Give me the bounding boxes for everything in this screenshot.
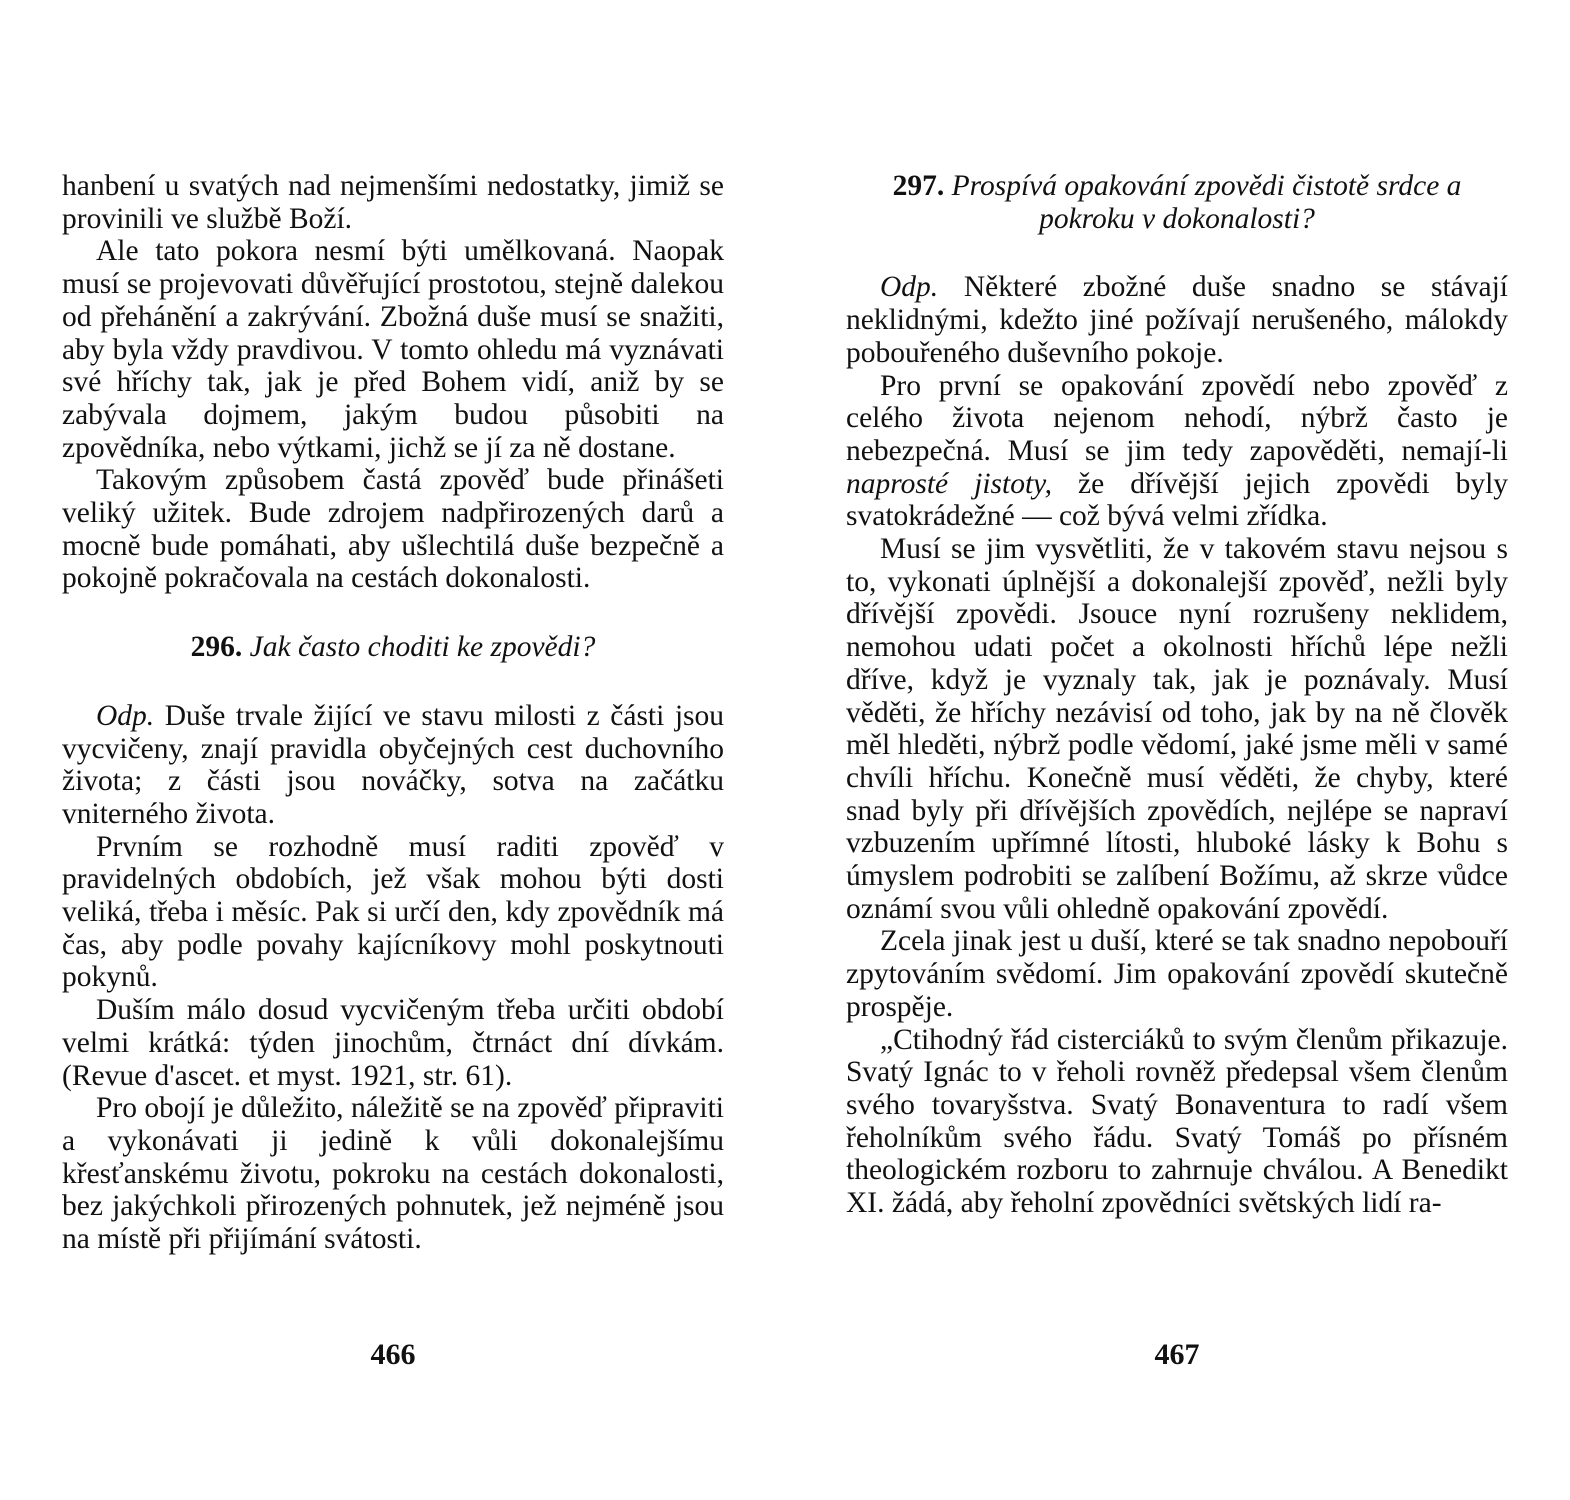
left-paragraph-7: Pro obojí je důležito, náležitě se na zpověď připraviti a vykonávati ji jedině k vůli dokonalejšímu křesťanskému životu, pokroku na cestách dokonalosti, bez jakýchkoli přirozených pohnutek, jež nejméně jsou na místě při přijímání svátosti. bbox=[62, 1092, 724, 1256]
right-page bbox=[846, 170, 1508, 1220]
question-text: Prospívá opakování zpovědi čistotě srdce a pokroku v dokonalosti? bbox=[951, 170, 1462, 235]
right-answer-paragraph bbox=[846, 271, 1508, 369]
text-run: že dřívější jejich zpovědi byly svatokrádežné — což bývá velmi zřídka. bbox=[846, 467, 1509, 533]
question-text: Jak často choditi ke zpovědi? bbox=[249, 631, 596, 664]
left-page bbox=[62, 170, 724, 1256]
page-number-left: 466 bbox=[370, 1338, 416, 1371]
question-number: 296. bbox=[190, 631, 243, 664]
right-paragraph-3: Musí se jim vysvětliti, že v takovém stavu nejsou s to, vykonati úplnější a dokonalejší zpověď, nežli byly dřívější zpovědi. Jsouce nyní rozrušeny neklidem, nemohou udati počet a okolnosti hříchů lépe nežli dříve, když je vyznaly tak, jak je poznávaly. Musí věděti, že hříchy nezávisí od toho, jak by na ně člověk měl hleděti, nýbrž podle vědomí, jaké jsme měli v samé chvíli hříchu. Konečně musí věděti, že chyby, které snad byly při dřívějších zpovědích, nejlépe se napraví vzbuzením upřímné lítosti, hluboké lásky k Bohu s úmyslem podrobiti se zalíbení Božímu, až skrze vůdce oznámí svou vůli ohledně opakování zpovědí. bbox=[846, 533, 1508, 925]
answer-text: Některé zbožné duše snadno se stávají neklidnými, kdežto jiné požívají nerušeného, málokdy pobouřeného duševního pokoje. bbox=[846, 271, 1508, 369]
odp-label: Odp. bbox=[880, 271, 939, 304]
left-paragraph-3: Takovým způsobem častá zpověď bude přinášeti veliký užitek. Bude zdrojem nadpřirozených darů a mocně bude pomáhati, aby ušlechtilá duše bezpečně a pokojně pokračovala na cestách dokonalosti. bbox=[62, 464, 724, 595]
page-number-right: 467 bbox=[1154, 1338, 1200, 1371]
left-paragraph-6: Duším málo dosud vycvičeným třeba určiti období velmi krátká: týden jinochům, čtrnáct dní dívkám. (Revue d'ascet. et myst. 1921, str. 61). bbox=[62, 994, 724, 1092]
emphasis-text: naprosté jistoty, bbox=[846, 467, 1053, 500]
question-297-heading bbox=[846, 170, 1508, 235]
question-number: 297. bbox=[892, 170, 945, 202]
left-paragraph-1: hanbení u svatých nad nejmenšími nedostatky, jimiž se provinili ve službě Boží. bbox=[62, 170, 724, 235]
left-paragraph-2: Ale tato pokora nesmí býti umělkovaná. Naopak musí se projevovati důvěřující prostotou, stejně dalekou od přehánění a zakrývání. Zbožná duše musí se snažiti, aby byla vždy pravdivou. V tomto ohledu má vyznávati své hříchy tak, jak je před Bohem vidí, aniž by se zabývala dojmem, jakým budou působiti na zpovědníka, nebo výtkami, jichž se jí za ně dostane. bbox=[62, 235, 724, 464]
odp-label: Odp. bbox=[96, 699, 155, 732]
question-296-heading bbox=[62, 631, 724, 664]
left-answer-paragraph bbox=[62, 700, 724, 831]
right-paragraph-5: „Ctihodný řád cisterciáků to svým členům přikazuje. Svatý Ignác to v řeholi rovněž předepsal všem členům svého tovaryšstva. Svatý Bonaventura to radí všem řeholníkům svého řádu. Svatý Tomáš po přísném theologickém rozboru to zahrnuje chválou. A Benedikt XI. žádá, aby řeholní zpovědníci světských lidí ra- bbox=[846, 1023, 1508, 1220]
right-paragraph-4: Zcela jinak jest u duší, které se tak snadno nepobouří zpytováním svědomí. Jim opakování zpovědí skutečně prospěje. bbox=[846, 925, 1508, 1023]
text-run: Pro první se opakování zpovědí nebo zpověď z celého života nejenom nehodí, nýbrž často je nebezpečná. Musí se jim tedy zapověděti, nemají-li bbox=[846, 369, 1508, 467]
left-paragraph-5: Prvním se rozhodně musí raditi zpověď v pravidelných obdobích, jež však mohou býti dosti veliká, třeba i měsíc. Pak si určí den, kdy zpovědník má čas, aby podle povahy kajícníkovy mohl poskytnouti pokynů. bbox=[62, 830, 724, 994]
answer-text: Duše trvale žijící ve stavu milosti z části jsou vycvičeny, znají pravidla obyčejných cest duchovního života; z části jsou nováčky, sotva na začátku vniterného života. bbox=[62, 699, 725, 830]
right-paragraph-2 bbox=[846, 370, 1508, 534]
